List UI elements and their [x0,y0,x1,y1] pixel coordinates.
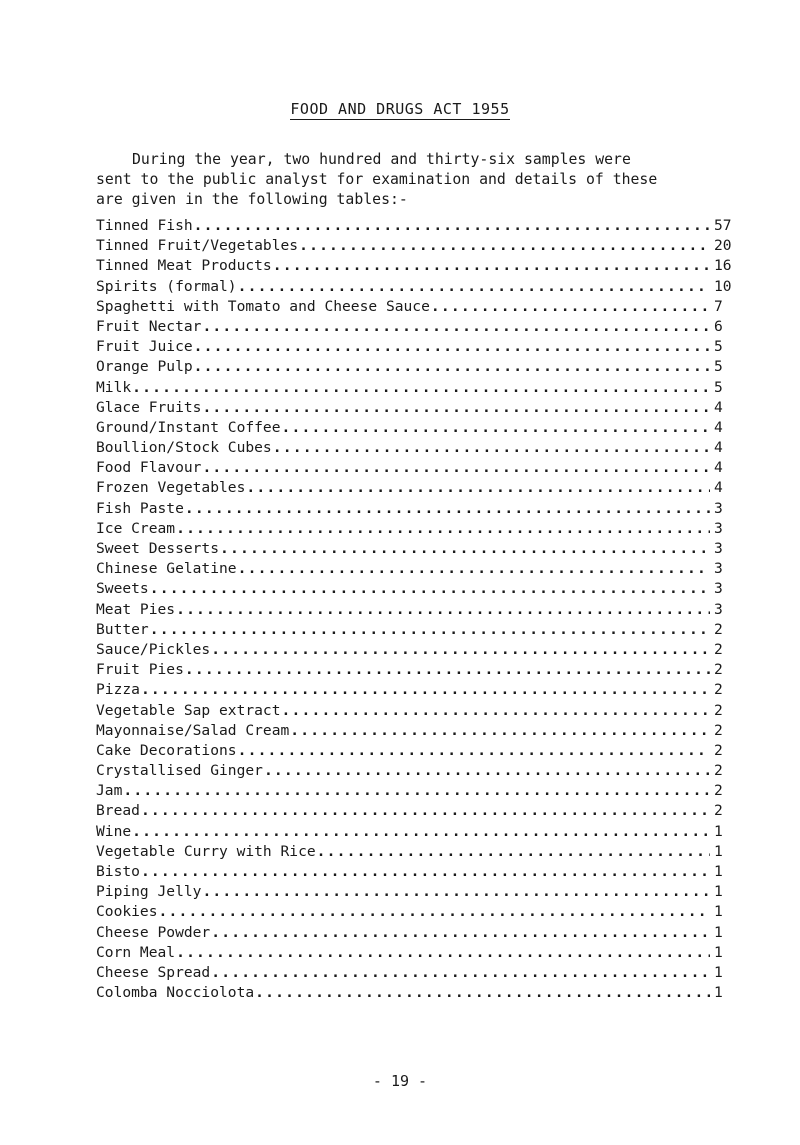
sample-name: Orange Pulp [96,358,193,376]
sample-count: 1 [714,963,723,981]
sample-count: 5 [714,338,723,356]
dot-leader [141,681,710,698]
sample-row [96,661,736,681]
sample-row [96,298,736,318]
dot-leader [299,237,710,254]
sample-count: 1 [714,863,723,880]
dot-leader [141,802,710,819]
sample-list [96,217,736,1004]
sample-count: 3 [714,519,723,537]
sample-name: Sweets [96,580,149,598]
sample-count: 1 [714,984,723,1002]
dot-leader [132,379,710,396]
sample-count: 1 [714,842,723,860]
dot-leader [238,742,710,759]
sample-row [96,217,736,237]
dot-leader [211,641,710,658]
sample-name: Tinned Meat Products [96,257,272,275]
sample-count: 1 [714,883,723,901]
sample-count: 1 [714,903,723,921]
sample-name: Fish Paste [96,499,184,517]
dot-leader [185,500,710,517]
sample-row [96,681,736,701]
sample-row [96,500,736,520]
sample-count: 2 [714,640,723,658]
sample-name: Vegetable Sap extract [96,701,281,719]
sample-count: 4 [714,418,723,436]
sample-count: 16 [714,257,732,275]
page-number: - 19 - [372,1072,428,1090]
sample-row [96,843,736,863]
sample-count: 2 [714,802,723,820]
sample-name: Bisto [96,863,140,880]
dot-leader [431,298,710,315]
sample-count: 4 [714,459,723,477]
sample-row [96,601,736,621]
sample-row [96,338,736,358]
dot-leader [273,439,710,456]
sample-count: 1 [714,822,723,840]
sample-row [96,883,736,903]
sample-row [96,823,736,843]
sample-row [96,782,736,802]
sample-count: 4 [714,479,723,497]
sample-name: Fruit Nectar [96,317,202,335]
intro-paragraph [96,150,756,210]
sample-count: 2 [714,762,723,780]
sample-count: 2 [714,721,723,739]
dot-leader [176,944,710,961]
sample-row [96,944,736,964]
dot-leader [238,278,710,295]
sample-name: Boullion/Stock Cubes [96,439,272,457]
sample-name: Piping Jelly [96,883,202,901]
dot-leader [185,661,710,678]
sample-name: Colomba Nocciolota [96,984,255,1002]
sample-name: Spirits (formal) [96,277,237,295]
dot-leader [246,479,710,496]
sample-row [96,702,736,722]
sample-row [96,257,736,277]
sample-name: Chinese Gelatine [96,560,237,578]
sample-row [96,459,736,479]
dot-leader [159,903,710,920]
sample-name: Wine [96,822,132,840]
intro-line: are given in the following tables:- [96,191,408,208]
sample-name: Ice Cream [96,519,176,537]
sample-count: 3 [714,580,723,598]
sample-row [96,419,736,439]
sample-name: Milk [96,378,132,396]
dot-leader [238,560,710,577]
sample-row [96,984,736,1004]
sample-row [96,358,736,378]
sample-name: Cake Decorations [96,741,237,759]
dot-leader [202,883,710,900]
sample-name: Meat Pies [96,600,176,618]
dot-leader [132,823,710,840]
sample-count: 3 [714,499,723,517]
sample-row [96,621,736,641]
sample-name: Cheese Powder [96,923,211,941]
sample-count: 2 [714,661,723,679]
dot-leader [202,318,710,335]
sample-name: Spaghetti with Tomato and Cheese Sauce [96,297,430,315]
sample-count: 20 [714,237,732,255]
dot-leader [194,338,710,355]
sample-name: Pizza [96,681,140,699]
sample-count: 1 [714,943,723,961]
sample-row [96,560,736,580]
sample-name: Butter [96,620,149,638]
sample-row [96,802,736,822]
sample-count: 57 [714,217,732,234]
dot-leader [264,762,710,779]
sample-count: 5 [714,358,723,376]
sample-count: 7 [714,297,723,315]
sample-count: 3 [714,540,723,557]
sample-row [96,742,736,762]
dot-leader [273,257,710,274]
dot-leader [150,621,710,638]
dot-leader [176,601,710,618]
sample-count: 2 [714,782,723,800]
sample-name: Fruit Pies [96,661,184,679]
sample-row [96,540,736,560]
intro-line: sent to the public analyst for examination and details of these [96,171,658,188]
sample-count: 2 [714,741,723,759]
sample-row [96,379,736,399]
page-title-text: FOOD AND DRUGS ACT 1955 [290,100,510,118]
sample-row [96,237,736,257]
dot-leader [141,863,710,880]
sample-name: Sweet Desserts [96,540,220,557]
dot-leader [194,358,710,375]
sample-row [96,520,736,540]
sample-row [96,722,736,742]
sample-name: Corn Meal [96,943,176,961]
sample-name: Glace Fruits [96,398,202,416]
sample-row [96,924,736,944]
dot-leader [255,984,710,1001]
sample-row [96,641,736,661]
sample-name: Tinned Fruit/Vegetables [96,237,299,255]
sample-row [96,762,736,782]
sample-row [96,903,736,923]
sample-row [96,439,736,459]
sample-count: 5 [714,378,723,396]
dot-leader [290,722,710,739]
sample-row [96,278,736,298]
sample-row [96,399,736,419]
sample-count: 2 [714,681,723,699]
sample-count: 10 [714,277,732,295]
sample-name: Jam [96,782,123,800]
intro-line: During the year, two hundred and thirty-six samples were [132,151,631,168]
sample-count: 2 [714,701,723,719]
dot-leader [123,782,710,799]
sample-name: Sauce/Pickles [96,640,211,658]
page-title [0,100,800,118]
sample-name: Food Flavour [96,459,202,477]
sample-name: Ground/Instant Coffee [96,418,281,436]
sample-name: Cheese Spread [96,963,211,981]
dot-leader [211,964,710,981]
dot-leader [282,419,710,436]
sample-name: Fruit Juice [96,338,193,356]
sample-name: Mayonnaise/Salad Cream [96,721,290,739]
dot-leader [176,520,710,537]
sample-count: 2 [714,620,723,638]
sample-name: Bread [96,802,140,820]
sample-name: Crystallised Ginger [96,762,263,780]
dot-leader [211,924,710,941]
dot-leader [150,580,710,597]
sample-name: Cookies [96,903,158,921]
dot-leader [202,459,710,476]
sample-count: 4 [714,439,723,457]
sample-row [96,479,736,499]
sample-count: 6 [714,317,723,335]
dot-leader [202,399,710,416]
sample-count: 4 [714,398,723,416]
dot-leader [317,843,710,860]
sample-name: Vegetable Curry with Rice [96,842,316,860]
sample-name: Frozen Vegetables [96,479,246,497]
sample-row [96,964,736,984]
sample-count: 1 [714,923,723,941]
sample-row [96,863,736,883]
sample-row [96,580,736,600]
dot-leader [220,540,710,557]
dot-leader [194,217,710,234]
sample-count: 3 [714,600,723,618]
sample-name: Tinned Fish [96,217,193,234]
sample-row [96,318,736,338]
dot-leader [282,702,710,719]
sample-count: 3 [714,560,723,578]
